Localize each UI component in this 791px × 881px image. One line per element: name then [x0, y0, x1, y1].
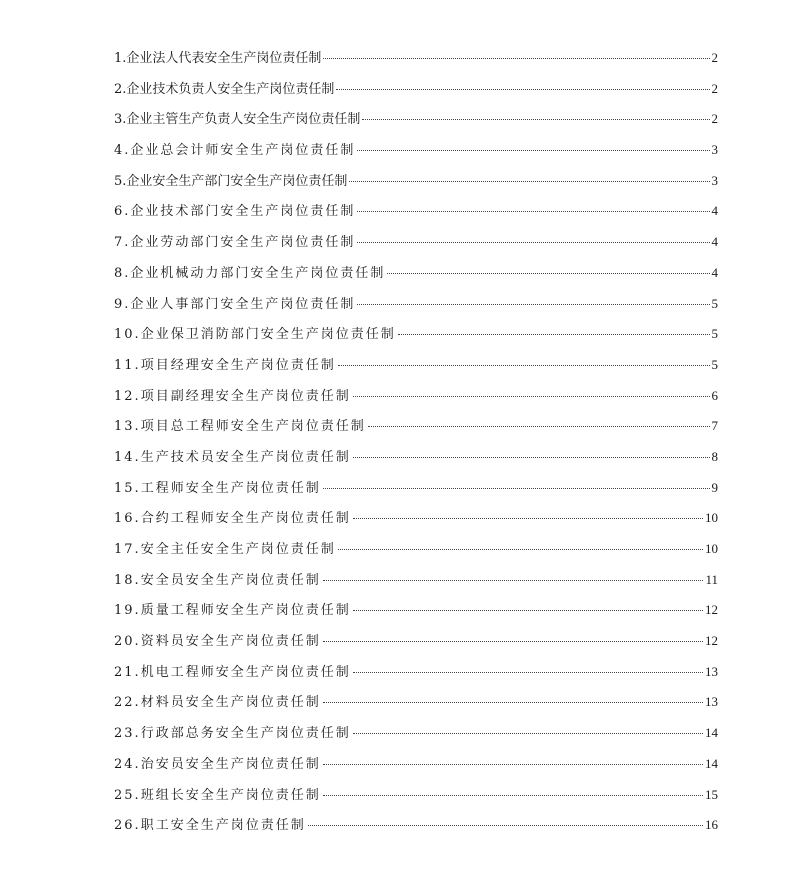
- toc-number: 13.: [114, 419, 141, 435]
- toc-number: 12.: [114, 388, 141, 404]
- toc-entry-18[interactable]: [114, 565, 718, 596]
- toc-page-number: 11: [705, 571, 718, 587]
- toc-title: 企业人事部门安全生产岗位责任制: [130, 296, 356, 312]
- toc-number: 19.: [114, 603, 141, 619]
- toc-title: 企业技术部门安全生产岗位责任制: [130, 204, 356, 220]
- toc-leader-dots: [323, 795, 703, 796]
- toc-entry-7[interactable]: [114, 227, 718, 258]
- table-of-contents: [114, 43, 718, 841]
- toc-leader-dots: [323, 580, 704, 581]
- toc-leader-dots: [362, 119, 709, 120]
- toc-page-number: 13: [705, 663, 718, 679]
- toc-leader-dots: [387, 273, 709, 274]
- toc-page-number: 5: [711, 295, 718, 311]
- toc-page-number: 5: [711, 326, 718, 342]
- toc-leader-dots: [353, 672, 703, 673]
- toc-title: 企业主管生产负责人安全生产岗位责任制: [126, 112, 361, 128]
- toc-entry-3[interactable]: [114, 104, 718, 135]
- toc-leader-dots: [357, 304, 709, 305]
- toc-entry-8[interactable]: [114, 258, 718, 289]
- toc-entry-26[interactable]: [114, 810, 718, 841]
- toc-page-number: 10: [705, 541, 718, 556]
- toc-title: 企业安全生产部门安全生产岗位责任制: [126, 173, 348, 189]
- toc-leader-dots: [357, 211, 709, 212]
- toc-page-number: 14: [705, 755, 718, 771]
- toc-page-number: 4: [711, 264, 718, 280]
- toc-entry-21[interactable]: [114, 657, 718, 688]
- toc-leader-dots: [349, 181, 709, 182]
- toc-title: 行政部总务安全生产岗位责任制: [140, 726, 351, 742]
- toc-number: 3.: [114, 112, 127, 128]
- toc-leader-dots: [323, 488, 710, 489]
- toc-title: 材料员安全生产岗位责任制: [140, 695, 321, 711]
- toc-leader-dots: [368, 426, 710, 427]
- toc-leader-dots: [323, 702, 703, 703]
- toc-title: 企业机械动力部门安全生产岗位责任制: [130, 265, 386, 281]
- toc-entry-24[interactable]: [114, 749, 718, 780]
- toc-entry-13[interactable]: [114, 411, 718, 442]
- toc-leader-dots: [336, 89, 709, 90]
- toc-number: 20.: [114, 634, 141, 650]
- toc-title: 合约工程师安全生产岗位责任制: [140, 511, 351, 527]
- toc-leader-dots: [398, 334, 710, 335]
- toc-page-number: 16: [705, 817, 718, 833]
- toc-leader-dots: [323, 764, 703, 765]
- toc-number: 10.: [114, 327, 141, 343]
- toc-entry-20[interactable]: [114, 626, 718, 657]
- toc-leader-dots: [353, 457, 710, 458]
- toc-number: 1.: [114, 51, 127, 66]
- toc-title: 机电工程师安全生产岗位责任制: [140, 664, 351, 680]
- toc-title: 工程师安全生产岗位责任制: [140, 480, 321, 496]
- toc-page-number: 2: [711, 111, 718, 127]
- toc-entry-10[interactable]: [114, 319, 718, 350]
- toc-title: 资料员安全生产岗位责任制: [140, 634, 321, 650]
- toc-entry-25[interactable]: [114, 780, 718, 811]
- toc-page-number: 12: [705, 633, 718, 649]
- toc-number: 18.: [114, 572, 141, 588]
- toc-title: 安全员安全生产岗位责任制: [140, 572, 321, 588]
- toc-title: 治安员安全生产岗位责任制: [140, 756, 321, 772]
- toc-leader-dots: [308, 825, 703, 826]
- toc-entry-12[interactable]: [114, 381, 718, 412]
- toc-number: 22.: [114, 695, 141, 711]
- toc-page-number: 3: [711, 172, 718, 188]
- toc-number: 8.: [114, 265, 131, 281]
- toc-page-number: 8: [711, 448, 718, 464]
- toc-entry-23[interactable]: [114, 718, 718, 749]
- toc-leader-dots: [353, 396, 710, 397]
- toc-number: 21.: [114, 664, 141, 680]
- toc-entry-22[interactable]: [114, 687, 718, 718]
- toc-number: 24.: [114, 756, 141, 772]
- toc-title: 企业技术负责人安全生产岗位责任制: [126, 81, 335, 97]
- toc-page-number: 15: [705, 786, 718, 802]
- toc-leader-dots: [338, 549, 703, 550]
- toc-leader-dots: [353, 518, 703, 519]
- toc-page-number: 7: [711, 418, 718, 434]
- toc-title: 班组长安全生产岗位责任制: [140, 787, 321, 803]
- toc-leader-dots: [338, 365, 710, 366]
- toc-number: 17.: [114, 542, 141, 557]
- toc-leader-dots: [323, 641, 703, 642]
- toc-number: 15.: [114, 480, 141, 496]
- toc-title: 项目副经理安全生产岗位责任制: [140, 388, 351, 404]
- toc-page-number: 14: [705, 725, 718, 741]
- toc-entry-17[interactable]: [114, 534, 718, 565]
- toc-number: 23.: [114, 726, 141, 742]
- toc-number: 16.: [114, 511, 141, 527]
- toc-title: 质量工程师安全生产岗位责任制: [140, 603, 351, 619]
- toc-page-number: 12: [705, 602, 718, 618]
- toc-leader-dots: [353, 610, 703, 611]
- toc-number: 7.: [114, 235, 131, 251]
- toc-page-number: 2: [711, 80, 718, 96]
- toc-number: 14.: [114, 449, 141, 465]
- toc-title: 项目总工程师安全生产岗位责任制: [140, 419, 366, 435]
- toc-entry-15[interactable]: [114, 473, 718, 504]
- toc-number: 6.: [114, 204, 131, 220]
- toc-page-number: 13: [705, 694, 718, 710]
- toc-leader-dots: [353, 733, 703, 734]
- toc-leader-dots: [357, 242, 709, 243]
- toc-page-number: 9: [711, 479, 718, 495]
- toc-leader-dots: [323, 58, 709, 59]
- toc-title: 安全主任安全生产岗位责任制: [140, 542, 336, 557]
- toc-entry-4[interactable]: [114, 135, 718, 166]
- toc-entry-1[interactable]: [114, 43, 718, 74]
- toc-entry-11[interactable]: [114, 350, 718, 381]
- toc-number: 4.: [114, 143, 131, 159]
- toc-page-number: 2: [711, 50, 718, 65]
- toc-title: 生产技术员安全生产岗位责任制: [140, 449, 351, 465]
- toc-title: 企业总会计师安全生产岗位责任制: [130, 143, 356, 159]
- toc-entry-5[interactable]: [114, 166, 718, 197]
- toc-number: 11.: [114, 357, 141, 373]
- toc-number: 5.: [114, 173, 127, 189]
- toc-page-number: 10: [705, 510, 718, 526]
- toc-entry-6[interactable]: [114, 196, 718, 227]
- toc-page-number: 6: [711, 387, 718, 403]
- toc-title: 企业保卫消防部门安全生产岗位责任制: [140, 327, 396, 343]
- toc-entry-16[interactable]: [114, 503, 718, 534]
- toc-title: 项目经理安全生产岗位责任制: [140, 357, 336, 373]
- toc-title: 职工安全生产岗位责任制: [140, 818, 306, 834]
- toc-entry-19[interactable]: [114, 595, 718, 626]
- next-line-cut-off: [0, 870, 791, 881]
- toc-entry-14[interactable]: [114, 442, 718, 473]
- toc-entry-2[interactable]: [114, 74, 718, 105]
- toc-page-number: 5: [711, 356, 718, 372]
- toc-entry-9[interactable]: [114, 289, 718, 320]
- toc-page-number: 3: [711, 142, 718, 158]
- toc-number: 25.: [114, 787, 141, 803]
- toc-number: 9.: [114, 296, 131, 312]
- toc-title: 企业法人代表安全生产岗位责任制: [126, 51, 322, 66]
- toc-leader-dots: [357, 150, 709, 151]
- toc-number: 2.: [114, 81, 127, 97]
- toc-title: 企业劳动部门安全生产岗位责任制: [130, 235, 356, 251]
- toc-number: 26.: [114, 818, 141, 834]
- toc-page-number: 4: [711, 203, 718, 219]
- toc-page-number: 4: [711, 234, 718, 250]
